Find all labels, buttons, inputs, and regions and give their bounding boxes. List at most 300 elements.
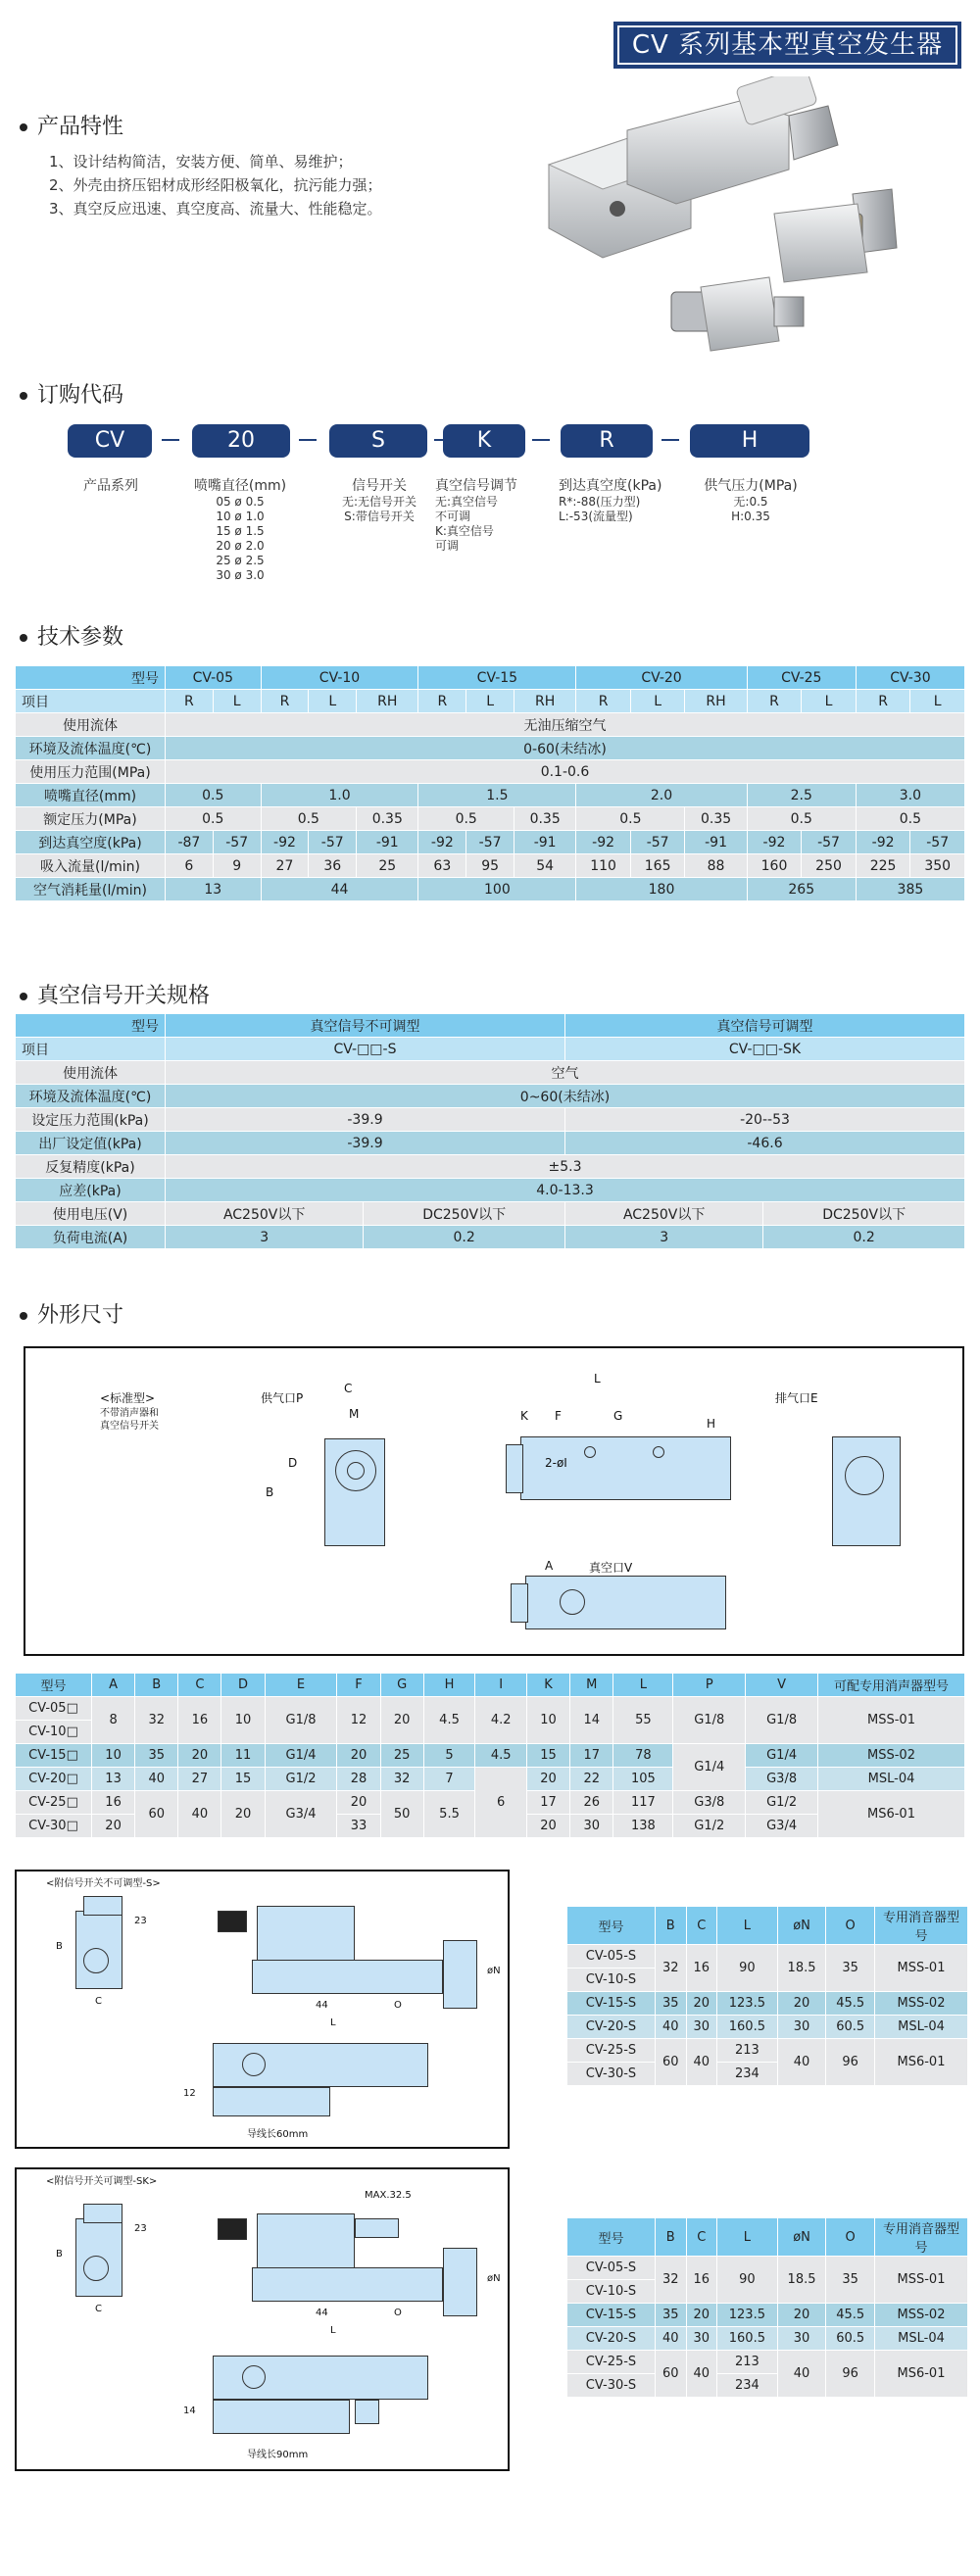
cell: -92 [418, 831, 466, 854]
cell: -57 [910, 831, 965, 854]
cell: 265 [747, 878, 856, 901]
cell: AC250V以下 [564, 1202, 762, 1226]
row-label: 应差(kPa) [16, 1179, 166, 1202]
dim-c: C [95, 2304, 102, 2314]
port-circle [83, 2256, 109, 2281]
top-view-fitting [506, 1444, 523, 1493]
cell: 44 [261, 878, 418, 901]
cell: 9 [213, 854, 261, 878]
dim-b: B [56, 2249, 63, 2260]
model-cell: CV-05-S [567, 2257, 656, 2280]
bottom-view-block [525, 1576, 726, 1629]
dim-l: L [330, 2325, 336, 2336]
cell: 0.2 [364, 1226, 565, 1249]
dim-44: 44 [316, 2308, 328, 2318]
order-desc-nozzle: 喷嘴直径(mm) 05 ø 0.5 10 ø 1.0 15 ø 1.5 20 ø 2.0 25 ø 2.5 30 ø 3.0 [193, 478, 287, 582]
sk-side-switch [83, 2204, 122, 2223]
cell: 27 [261, 854, 309, 878]
cell: 28 [337, 1768, 380, 1791]
model-cell: CV-30 [856, 666, 964, 690]
sub-cell: R [418, 690, 466, 713]
cell: 32 [135, 1697, 178, 1744]
cell: 30 [686, 2016, 717, 2039]
dim-b: B [56, 1941, 63, 1952]
s-side-switch [83, 1896, 122, 1916]
cell: 60 [656, 2351, 687, 2398]
cell: MSS-01 [875, 1945, 968, 1992]
cell: 138 [613, 1815, 673, 1838]
dim-l: L [594, 1372, 601, 1385]
cell: 5 [423, 1744, 475, 1768]
cell: 20 [380, 1697, 423, 1744]
cell: ±5.3 [166, 1155, 965, 1179]
cell: 0.5 [261, 807, 357, 831]
cell: 90 [717, 2257, 778, 2304]
cell: 20 [221, 1791, 265, 1838]
cell: 8 [92, 1697, 135, 1744]
cell: AC250V以下 [166, 1202, 364, 1226]
sub-cell: L [630, 690, 685, 713]
header-cell: V [746, 1674, 818, 1697]
header-cell: C [686, 1907, 717, 1945]
cell: G1/4 [746, 1744, 818, 1768]
spec-table [15, 665, 965, 901]
cell: MSS-02 [875, 2304, 968, 2327]
model-cell: CV-30-S [567, 2374, 656, 2398]
model-cell: CV-10-S [567, 1968, 656, 1992]
section-specs-heading: 技术参数 [20, 620, 123, 651]
wire-length: 导线长60mm [247, 2129, 309, 2140]
cell: G1/2 [746, 1791, 818, 1815]
cell: 165 [630, 854, 685, 878]
product-photo [544, 76, 916, 370]
header-cell: D [221, 1674, 265, 1697]
cell: 213 [717, 2039, 778, 2063]
cell: -92 [261, 831, 309, 854]
cell: MSL-04 [875, 2327, 968, 2351]
cell: 88 [685, 854, 747, 878]
sub-cell: RH [357, 690, 418, 713]
cell: 32 [380, 1768, 423, 1791]
sub-cell: R [576, 690, 631, 713]
header-cell: 专用消音器型号 [875, 2218, 968, 2257]
cell: 0.5 [576, 807, 685, 831]
cell: 40 [135, 1768, 178, 1791]
cell: -39.9 [166, 1108, 565, 1132]
dim-c: C [344, 1382, 353, 1395]
cell: 250 [802, 854, 857, 878]
bullet-icon [20, 123, 27, 131]
dash [162, 439, 179, 441]
model-cell: CV-10□ [16, 1721, 92, 1744]
cell: 16 [686, 2257, 717, 2304]
cell: 0.2 [763, 1226, 965, 1249]
dims-table [15, 1673, 965, 1838]
cell: G1/4 [673, 1744, 746, 1791]
supply-port-label: 供气口P [261, 1391, 304, 1405]
cell: 40 [686, 2039, 717, 2086]
cell: 30 [777, 2016, 826, 2039]
cell: DC250V以下 [763, 1202, 965, 1226]
cell: DC250V以下 [364, 1202, 565, 1226]
features-list [49, 150, 382, 220]
cell: 25 [380, 1744, 423, 1768]
cell: 20 [777, 1992, 826, 2016]
cell: 0.35 [685, 807, 747, 831]
dim-max: MAX.32.5 [365, 2190, 412, 2201]
model-cell: CV-10-S [567, 2280, 656, 2304]
cell: G3/4 [746, 1815, 818, 1838]
mount-hole [653, 1446, 664, 1458]
cell: 180 [576, 878, 747, 901]
cell: 50 [380, 1791, 423, 1838]
model-cell: CV-20□ [16, 1768, 92, 1791]
row-label: 设定压力范围(kPa) [16, 1108, 166, 1132]
order-desc-pressure: 供气压力(MPa) 无:0.5 H:0.35 [704, 478, 798, 523]
type-cell: 真空信号可调型 [564, 1014, 964, 1038]
header-cell: O [826, 1907, 875, 1945]
cell: G1/4 [265, 1744, 337, 1768]
cell: -91 [685, 831, 747, 854]
header-model: 型号 [16, 666, 166, 690]
cell: 35 [826, 2257, 875, 2304]
wire-length: 导线长90mm [247, 2450, 309, 2460]
cell: 60.5 [826, 2327, 875, 2351]
header-cell: B [656, 1907, 687, 1945]
cell: 95 [466, 854, 514, 878]
cell: G1/2 [265, 1768, 337, 1791]
adjust-screw [355, 2400, 379, 2424]
cell: 78 [613, 1744, 673, 1768]
model-cell: CV-10 [261, 666, 418, 690]
cell: 11 [221, 1744, 265, 1768]
cell: MSS-02 [875, 1992, 968, 2016]
vacuum-port-label: 真空口V [589, 1561, 633, 1575]
bullet-icon [20, 993, 27, 1000]
section-switch-heading: 真空信号开关规格 [20, 979, 210, 1009]
cell: 33 [337, 1815, 380, 1838]
mount-hole [584, 1446, 596, 1458]
port-circle [242, 2365, 266, 2389]
sub-cell: R [856, 690, 910, 713]
cell: 2.5 [747, 784, 856, 807]
cell: 225 [856, 854, 910, 878]
cell: 空气 [166, 1061, 965, 1085]
drawing-s-type [15, 1870, 510, 2149]
bullet-icon [20, 392, 27, 400]
row-label: 负荷电流(A) [16, 1226, 166, 1249]
header-cell: B [656, 2218, 687, 2257]
section-features-heading: 产品特性 [20, 110, 123, 140]
model-cell: CV-30□ [16, 1815, 92, 1838]
order-code-vacuum: R [561, 424, 653, 458]
cell: 40 [777, 2351, 826, 2398]
cell: -57 [309, 831, 357, 854]
header-cell: I [475, 1674, 527, 1697]
feature-item: 1、设计结构简洁，安装方便、简单、易维护； [49, 153, 353, 170]
order-desc-vacuum: 到达真空度(kPa) R*:-88(压力型) L:-53(流量型) [559, 478, 662, 523]
cell: 22 [570, 1768, 613, 1791]
port-circle [242, 2053, 266, 2076]
header-cell: K [526, 1674, 569, 1697]
cell: 5.5 [423, 1791, 475, 1838]
port-circle [83, 1948, 109, 1973]
sub-cell: R [747, 690, 802, 713]
cell: 1.5 [418, 784, 576, 807]
cell: 32 [656, 2257, 687, 2304]
cell: G1/8 [265, 1697, 337, 1744]
cell: -91 [357, 831, 418, 854]
cell: 96 [826, 2351, 875, 2398]
cell: 4.5 [423, 1697, 475, 1744]
cell: 0.35 [357, 807, 418, 831]
cell: 4.2 [475, 1697, 527, 1744]
sub-cell: L [802, 690, 857, 713]
dim-on: øN [487, 1966, 501, 1976]
dim-44: 44 [316, 2000, 328, 2011]
cell: 45.5 [826, 2304, 875, 2327]
vacuum-port-circle [560, 1589, 585, 1615]
cell: 17 [570, 1744, 613, 1768]
cell: MSL-04 [818, 1768, 965, 1791]
s-type-table [566, 1906, 968, 2086]
header-cell: C [178, 1674, 221, 1697]
cell: 27 [178, 1768, 221, 1791]
cell: -92 [576, 831, 631, 854]
cell: 18.5 [777, 2257, 826, 2304]
drawing-sk-type [15, 2167, 510, 2471]
cell: 385 [856, 878, 964, 901]
dash [299, 439, 317, 441]
code-cell: CV-□□-S [166, 1038, 565, 1061]
sub-cell: L [309, 690, 357, 713]
order-desc-switch: 信号开关 无:无信号开关 S:带信号开关 [341, 478, 417, 523]
cell: MSS-01 [875, 2257, 968, 2304]
section-dims-heading: 外形尺寸 [20, 1298, 123, 1329]
cell: -57 [466, 831, 514, 854]
cell: -57 [802, 831, 857, 854]
row-label: 使用流体 [16, 1061, 166, 1085]
cell: 0.1-0.6 [166, 760, 965, 784]
bullet-icon [20, 1312, 27, 1320]
cell: 40 [777, 2039, 826, 2086]
header-cell: H [423, 1674, 475, 1697]
cell: 40 [686, 2351, 717, 2398]
order-code-switch: S [329, 424, 427, 458]
sub-cell: RH [514, 690, 576, 713]
cell: 0.5 [418, 807, 514, 831]
dim-o: O [394, 2000, 402, 2011]
cell: 350 [910, 854, 965, 878]
cell: 16 [178, 1697, 221, 1744]
cell: -20--53 [564, 1108, 964, 1132]
cell: 35 [826, 1945, 875, 1992]
dim-h: H [707, 1417, 716, 1431]
dim-23: 23 [134, 2223, 147, 2234]
sub-cell: L [466, 690, 514, 713]
sub-cell: RH [685, 690, 747, 713]
sk-silencer [443, 2248, 477, 2316]
cell: 20 [178, 1744, 221, 1768]
row-label: 喷嘴直径(mm) [16, 784, 166, 807]
sk-top-body [252, 2267, 443, 2302]
cell: 17 [526, 1791, 569, 1815]
header-cell: F [337, 1674, 380, 1697]
cell: 20 [777, 2304, 826, 2327]
cell: 0.35 [514, 807, 576, 831]
s-top-body [252, 1960, 443, 1994]
dim-a: A [545, 1559, 554, 1573]
header-cell: 型号 [16, 1674, 92, 1697]
standard-title: <标准型> [100, 1391, 156, 1405]
cell: -92 [747, 831, 802, 854]
dash [662, 439, 679, 441]
cell: 60 [656, 2039, 687, 2086]
cell: -91 [514, 831, 576, 854]
cell: MSS-02 [818, 1744, 965, 1768]
model-cell: CV-05 [166, 666, 262, 690]
cell: 10 [526, 1697, 569, 1744]
header-cell: O [826, 2218, 875, 2257]
row-label: 使用压力范围(MPa) [16, 760, 166, 784]
dim-hole: 2-øI [545, 1456, 567, 1470]
header-cell: E [265, 1674, 337, 1697]
type-cell: 真空信号不可调型 [166, 1014, 565, 1038]
cell: 60.5 [826, 2016, 875, 2039]
cell: 20 [337, 1791, 380, 1815]
model-cell: CV-15□ [16, 1744, 92, 1768]
cell: 13 [92, 1768, 135, 1791]
sk-type-table [566, 2217, 968, 2398]
model-cell: CV-15-S [567, 1992, 656, 2016]
cell: 100 [418, 878, 576, 901]
cell: 3.0 [856, 784, 964, 807]
header-cell: M [570, 1674, 613, 1697]
model-cell: CV-20-S [567, 2016, 656, 2039]
cell: 14 [570, 1697, 613, 1744]
connector-icon [218, 1911, 247, 1932]
bottom-view-fitting [511, 1583, 528, 1623]
cell: 15 [221, 1768, 265, 1791]
row-label: 吸入流量(l/min) [16, 854, 166, 878]
cell: 2.0 [576, 784, 747, 807]
header-cell: L [717, 2218, 778, 2257]
port-circle [845, 1456, 884, 1495]
s-title: <附信号开关不可调型-S> [46, 1878, 161, 1889]
cell: 3 [564, 1226, 762, 1249]
row-label: 空气消耗量(l/min) [16, 878, 166, 901]
model-cell: CV-20-S [567, 2327, 656, 2351]
cell: G1/8 [746, 1697, 818, 1744]
cell: MSS-01 [818, 1697, 965, 1744]
header-item: 项目 [16, 690, 166, 713]
model-cell: CV-15 [418, 666, 576, 690]
header-cell: B [135, 1674, 178, 1697]
header-cell: 型号 [567, 2218, 656, 2257]
cell: 0.5 [166, 807, 262, 831]
cell: 40 [656, 2016, 687, 2039]
section-order-heading: 订购代码 [20, 378, 123, 409]
cell: -46.6 [564, 1132, 964, 1155]
cell: 213 [717, 2351, 778, 2374]
header-cell: 可配专用消声器型号 [818, 1674, 965, 1697]
cell: 160.5 [717, 2327, 778, 2351]
row-label: 使用电压(V) [16, 1202, 166, 1226]
adjust-knob [355, 2218, 399, 2238]
cell: 25 [357, 854, 418, 878]
row-label: 反复精度(kPa) [16, 1155, 166, 1179]
cell: 0.5 [166, 784, 262, 807]
cell: 30 [686, 2327, 717, 2351]
cell: 0-60(未结冰) [166, 737, 965, 760]
order-desc-adjust: 真空信号调节 无:真空信号 不可调 K:真空信号 可调 [435, 478, 517, 553]
cell: 15 [526, 1744, 569, 1768]
row-label: 到达真空度(kPa) [16, 831, 166, 854]
dash [532, 439, 550, 441]
feature-item: 3、真空反应迅速、真空度高、流量大、性能稳定。 [49, 200, 382, 218]
model-cell: CV-25-S [567, 2039, 656, 2063]
header-cell: L [613, 1674, 673, 1697]
order-code-series: CV [68, 424, 152, 458]
cell: 35 [135, 1744, 178, 1768]
order-code-nozzle: 20 [192, 424, 290, 458]
cell: -57 [630, 831, 685, 854]
cell: 16 [92, 1791, 135, 1815]
order-code-adjust: K [443, 424, 525, 458]
dim-23: 23 [134, 1916, 147, 1926]
feature-item: 2、外壳由挤压铝材成形经阳极氧化，抗污能力强； [49, 176, 382, 194]
cell: 30 [570, 1815, 613, 1838]
cell: 12 [337, 1697, 380, 1744]
dim-k: K [520, 1409, 528, 1423]
model-cell: CV-25-S [567, 2351, 656, 2374]
cell: 105 [613, 1768, 673, 1791]
cell: 无油压缩空气 [166, 713, 965, 737]
page-banner: CV 系列基本型真空发生器 [613, 22, 961, 69]
cell: 20 [526, 1815, 569, 1838]
cell: 63 [418, 854, 466, 878]
model-cell: CV-15-S [567, 2304, 656, 2327]
cell: MS6-01 [875, 2351, 968, 2398]
cell: 13 [166, 878, 262, 901]
cell: 55 [613, 1697, 673, 1744]
row-label: 使用流体 [16, 713, 166, 737]
cell: 45.5 [826, 1992, 875, 2016]
cell: 4.0-13.3 [166, 1179, 965, 1202]
cell: -39.9 [166, 1132, 565, 1155]
standard-note: 不带消声器和 [100, 1408, 159, 1419]
cell: G1/8 [673, 1697, 746, 1744]
header-item: 项目 [16, 1038, 166, 1061]
header-cell: 专用消音器型号 [875, 1907, 968, 1945]
cell: 40 [178, 1791, 221, 1838]
order-code-pressure: H [690, 424, 809, 458]
cell: 117 [613, 1791, 673, 1815]
cell: 4.5 [475, 1744, 527, 1768]
dim-12: 12 [183, 2088, 196, 2099]
row-label: 出厂设定值(kPa) [16, 1132, 166, 1155]
dim-l: L [330, 2017, 336, 2028]
cell: 0.5 [747, 807, 856, 831]
header-cell: 型号 [567, 1907, 656, 1945]
cell: 26 [570, 1791, 613, 1815]
dim-o: O [394, 2308, 402, 2318]
dim-m: M [349, 1407, 360, 1421]
cell: 35 [656, 1992, 687, 2016]
cell: 234 [717, 2374, 778, 2398]
cell: MSL-04 [875, 2016, 968, 2039]
cell: 0.5 [856, 807, 964, 831]
